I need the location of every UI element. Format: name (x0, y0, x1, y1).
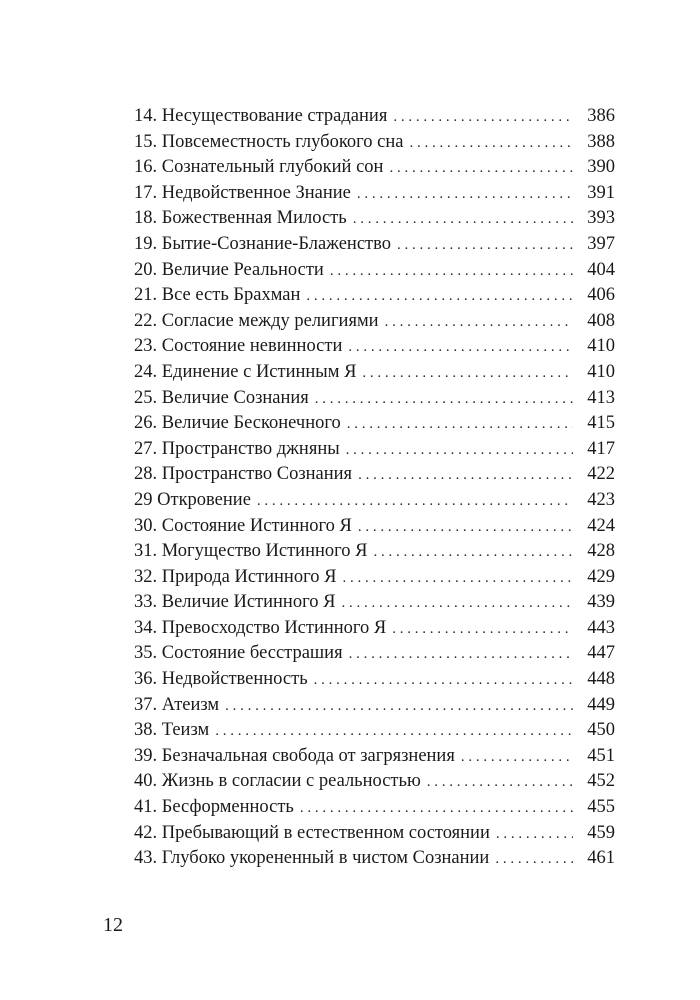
toc-entry (134, 616, 615, 642)
toc-dot-leader (215, 719, 573, 745)
toc-entry (134, 283, 615, 309)
toc-entry (134, 334, 615, 360)
toc-dot-leader (349, 642, 573, 668)
toc-entry-page: 408 (587, 310, 615, 331)
toc-dot-leader (357, 182, 573, 208)
toc-dot-leader (341, 591, 573, 617)
toc-dot-leader (373, 540, 573, 566)
toc-entry (134, 590, 615, 616)
toc-entry-title: 30. Состояние Истинного Я (134, 515, 352, 536)
toc-entry (134, 565, 615, 591)
toc-dot-leader (314, 668, 573, 694)
toc-entry (134, 155, 615, 181)
toc-entry-page: 447 (587, 643, 615, 664)
toc-entry-title: 38. Теизм (134, 720, 210, 741)
toc-entry-page: 448 (587, 669, 615, 690)
toc-entry-title: 40. Жизнь в согласии с реальностью (134, 771, 421, 792)
toc-entry (134, 411, 615, 437)
toc-entry (134, 232, 615, 258)
toc-entry-title: 35. Состояние бесстрашия (134, 643, 343, 664)
toc-entry-page: 423 (587, 489, 615, 510)
toc-dot-leader (393, 105, 573, 131)
toc-entry (134, 488, 615, 514)
toc-dot-leader (348, 335, 573, 361)
toc-dot-leader (342, 566, 573, 592)
toc-entry-page: 413 (587, 387, 615, 408)
toc-entry-title: 15. Повсеместность глубокого сна (134, 131, 404, 152)
toc-entry-title: 22. Согласие между религиями (134, 310, 379, 331)
toc-entry-page: 397 (587, 233, 615, 254)
toc-entry-page: 386 (587, 106, 615, 126)
toc-entry-page: 410 (587, 336, 615, 357)
toc-entry-title: 25. Величие Сознания (134, 387, 309, 408)
toc-entry (134, 386, 615, 412)
toc-entry-page: 443 (587, 617, 615, 638)
toc-entry (134, 462, 615, 488)
toc-entry-title: 17. Недвойственное Знание (134, 182, 351, 203)
toc-entry (134, 744, 615, 770)
toc-entry-page: 439 (587, 592, 615, 613)
toc-entry (134, 104, 615, 130)
toc-entry (134, 206, 615, 232)
toc-entry-title: 24. Единение с Истинным Я (134, 361, 357, 382)
toc-entry-title: 33. Величие Истинного Я (134, 592, 336, 613)
toc-entry (134, 514, 615, 540)
toc-entry (134, 130, 615, 156)
toc-entry (134, 718, 615, 744)
toc-dot-leader (315, 387, 573, 413)
toc-dot-leader (306, 284, 573, 310)
toc-entry-page: 391 (587, 182, 615, 203)
toc-entry-page: 449 (587, 694, 615, 715)
toc-entry-page: 393 (587, 208, 615, 229)
toc-entry-title: 41. Бесформенность (134, 797, 294, 818)
toc-dot-leader (358, 463, 573, 489)
toc-entry-title: 27. Пространство джняны (134, 438, 340, 459)
toc-entry (134, 667, 615, 693)
toc-entry (134, 539, 615, 565)
toc-entry-page: 388 (587, 131, 615, 152)
toc-entry (134, 769, 615, 795)
toc-dot-leader (427, 770, 573, 796)
toc-dot-leader (409, 131, 573, 157)
toc-dot-leader (330, 259, 573, 285)
toc-entry-page: 452 (587, 771, 615, 792)
toc-entry-title: 36. Недвойственность (134, 669, 308, 690)
toc-entry (134, 693, 615, 719)
toc-entry (134, 181, 615, 207)
toc-dot-leader (358, 515, 573, 541)
toc-entry-title: 37. Атеизм (134, 694, 220, 715)
toc-entry-title: 39. Безначальная свобода от загрязнения (134, 745, 455, 766)
toc-dot-leader (353, 207, 573, 233)
toc-entry-page: 455 (587, 797, 615, 818)
toc-entry (134, 360, 615, 386)
toc-entry-title: 42. Пребывающий в естественном состоянии (134, 822, 490, 843)
page-number: 12 (103, 914, 123, 936)
toc-dot-leader (346, 438, 573, 464)
toc-entry (134, 309, 615, 335)
toc-entry-title: 32. Природа Истинного Я (134, 566, 337, 587)
toc-entry-title: 31. Могущество Истинного Я (134, 541, 368, 562)
toc-dot-leader (397, 233, 573, 259)
toc-dot-leader (362, 361, 573, 387)
toc-entry-page: 404 (587, 259, 615, 280)
toc-entry (134, 846, 615, 872)
toc-dot-leader (392, 617, 573, 643)
toc-entry (134, 795, 615, 821)
toc-dot-leader (225, 694, 573, 720)
toc-entry (134, 437, 615, 463)
toc-entry (134, 641, 615, 667)
toc-entry-page: 422 (587, 464, 615, 485)
toc-entry-page: 451 (587, 745, 615, 766)
toc-entry-page: 415 (587, 413, 615, 434)
toc-entry-page: 417 (587, 438, 615, 459)
toc-entry-title: 18. Божественная Милость (134, 208, 347, 229)
toc-entry-page: 410 (587, 361, 615, 382)
toc-entry-page: 459 (587, 822, 615, 843)
toc-entry-title: 34. Превосходство Истинного Я (134, 617, 387, 638)
toc-entry-title: 28. Пространство Сознания (134, 464, 353, 485)
toc-dot-leader (461, 745, 573, 771)
toc-entry-page: 450 (587, 720, 615, 741)
toc-dot-leader (385, 310, 573, 336)
toc-entry-title: 20. Величие Реальности (134, 259, 324, 280)
table-of-contents (134, 104, 615, 872)
toc-entry-page: 424 (587, 515, 615, 536)
toc-entry-title: 19. Бытие-Сознание-Блаженство (134, 233, 391, 254)
toc-entry-title: 21. Все есть Брахман (134, 285, 301, 306)
toc-entry-page: 428 (587, 541, 615, 562)
toc-dot-leader (347, 412, 573, 438)
toc-entry-title: 16. Сознательный глубокий сон (134, 157, 384, 178)
toc-entry-page: 461 (587, 848, 615, 869)
toc-entry-title: 29 Откровение (134, 489, 251, 510)
toc-entry-page: 429 (587, 566, 615, 587)
toc-dot-leader (300, 796, 573, 822)
toc-entry-title: 14. Несуществование страдания (134, 106, 388, 126)
toc-dot-leader (495, 847, 573, 873)
toc-dot-leader (496, 822, 573, 848)
toc-entry (134, 821, 615, 847)
toc-dot-leader (389, 156, 573, 182)
toc-entry-title: 23. Состояние невинности (134, 336, 343, 357)
toc-entry (134, 258, 615, 284)
toc-entry-page: 390 (587, 157, 615, 178)
toc-entry-title: 26. Величие Бесконечного (134, 413, 341, 434)
toc-entry-title: 43. Глубоко укорененный в чистом Сознании (134, 848, 490, 869)
toc-dot-leader (257, 489, 573, 515)
toc-entry-page: 406 (587, 285, 615, 306)
